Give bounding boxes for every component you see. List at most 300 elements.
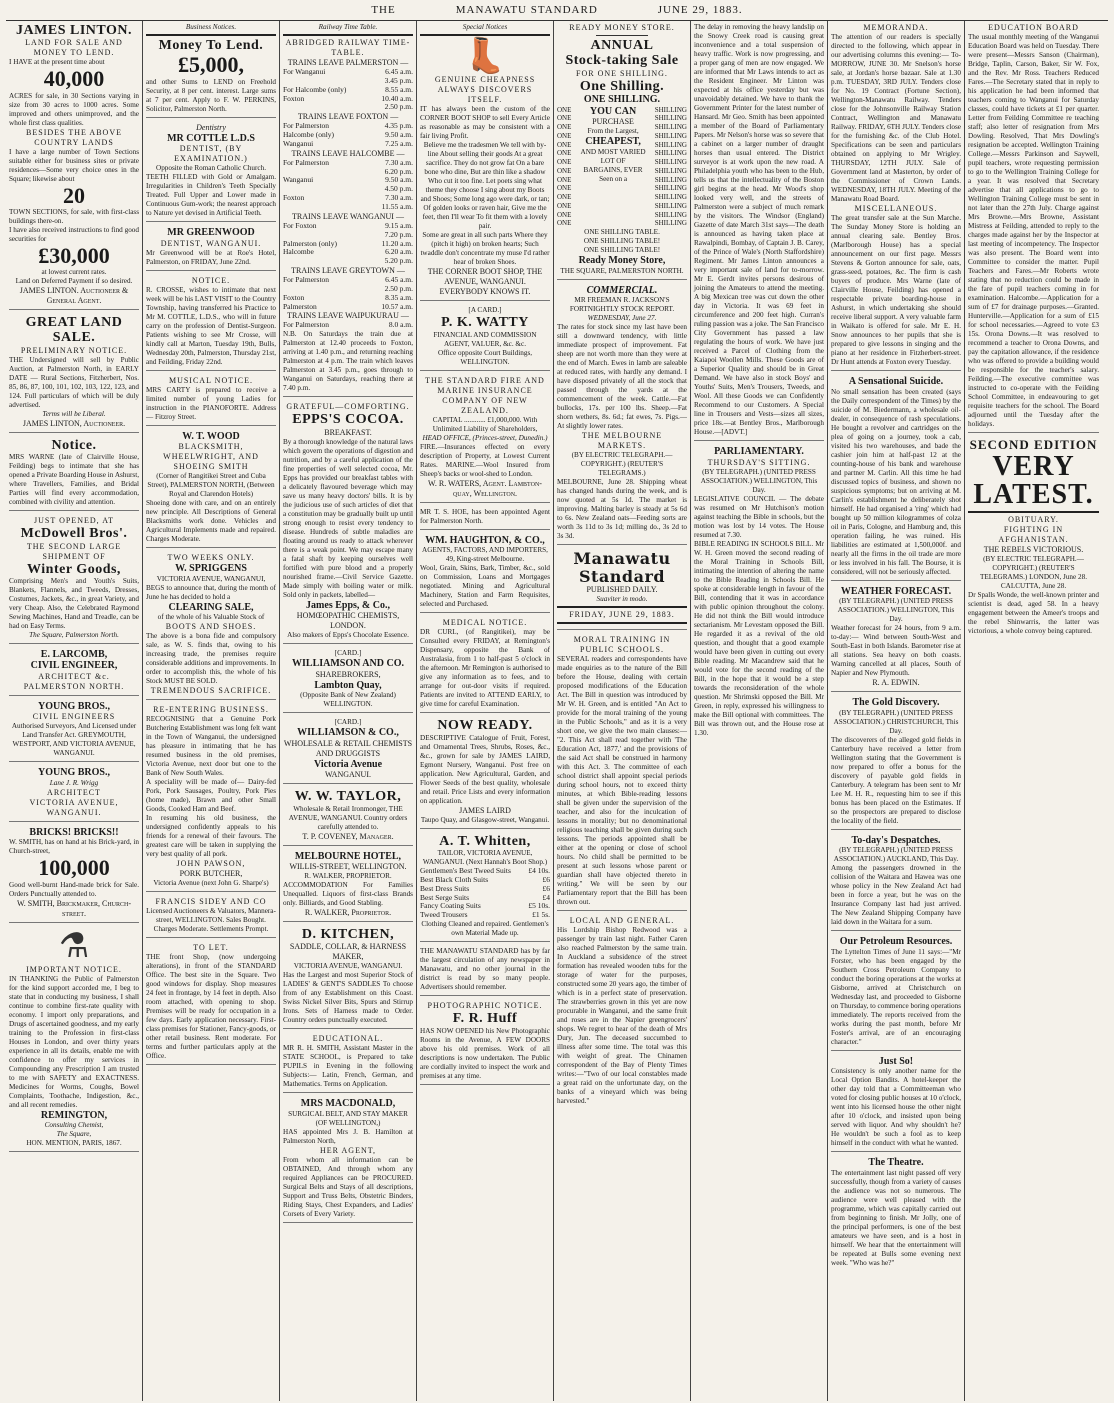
station: For Palmerston [283, 157, 330, 167]
pork-body-2: In resuming his old business, the undersigned confidently appeals to his friends for a renewal of their favours. The greatest care will be taken in supplying the very best quality of all pork. [146, 814, 276, 859]
standard-title: Manawatu Standard [573, 549, 671, 586]
special-notices-label: Special Notices [462, 23, 508, 31]
misc-heading: MISCELLANEOUS. [854, 204, 938, 213]
station: Halcombe [283, 247, 314, 257]
mm-telegraph: (BY ELECTRIC TELEGRAPH.—COPYRIGHT.) (REUTER'S TELEGRAMS.) [571, 451, 673, 478]
linton-advert [9, 23, 139, 310]
larcomb-advert [9, 649, 139, 696]
timetable-row [283, 203, 413, 212]
besides-body: I have a large number of Town Sections suitable either for business sites or private residences—Some very choice ones in the Square; likewise about [9, 147, 139, 183]
station: Wanganui [283, 138, 314, 148]
rebels: THE REBELS VICTORIOUS. [983, 544, 1084, 554]
timetable-foxton [283, 122, 413, 149]
standard-circulation [420, 947, 550, 996]
laird-advert [420, 718, 550, 828]
warne-body: MRS WARNE (late of Clairville House, Feilding) begs to intimate that she has opened a Private Boarding House in Ashurst, where Travellers, Families, and Bridal Parties will find every accommodation, combined with civility and attention. [9, 453, 139, 507]
gold-heading: The Gold Discovery. [852, 697, 940, 708]
haughton-body: Wool, Grain, Skins, Bark, Timber, &c., sold on Commission, Loans and Mortgages negotiated. Mining and Agricultural Machinery, Station and Farm Requisites, selected and Purchased. [420, 564, 550, 609]
price: £6 [542, 883, 550, 893]
greenwood-body: Mr Greenwood will be at Roe's Hotel, Palmerston, on FRIDAY, June 22nd. [146, 248, 276, 266]
kitchen-body: Has the Largest and most Superior Stock of LADIES' & GENT'S SADDLES To choose from of any Establishment on this Coast. Swiss Nickel Silver Bits, Spurs and Stirrup Irons. Sets of Harness made to Order. Country orders punctually executed. [283, 971, 413, 1025]
and-most: AND MOST VARIED [580, 147, 646, 156]
cheapest: CHEAPEST, [585, 136, 641, 148]
money-to-lend [146, 38, 276, 118]
young-body: Authorised Surveyors, And Licensed under Land Transfer Act. GREYMOUTH, WESTPORT, AND VICTORIA AVENUE, WANGANUI. [11, 722, 137, 758]
shilling-word: SHILLING [654, 210, 687, 219]
huff-advert [420, 1001, 550, 1084]
memo-body: The attention of our readers is specially directed to the following, which appear in our advertising columns this evening:— To-MORROW, JUNE 30. Mr Snelson's horse sale, at Jordan's horse bazaar. Sale at 1.30 p.m. TUESDAY, 3RD JULY. Tenders close for No. 19 Contract (Fortune Section), Wellington-Manawatu Railway. Tenders close for the Johnsonville Railway Station Contract, Wellington and Manawatu Railway. FRIDAY, 6TH JULY. Tenders close for the furnishing &c. of the Club Hotel. Specifications can be seen and particulars obtained on applying to Mr Wrigley. THURSDAY, 12TH JULY. Sale of Government land at Masterton, by order of the Commissioner of Crown Lands. WEDNESDAY, 18TH JULY. Meeting of the Manawatu Road Board. [831, 33, 961, 203]
lot-of: LOT OF [600, 156, 626, 165]
ready-money-store [557, 23, 687, 280]
warne-notice [9, 438, 139, 511]
notice-heading: Notice. [51, 437, 97, 453]
larcomb-civil: CIVIL ENGINEER, [30, 660, 118, 672]
time: 6.20 a.m. [385, 247, 413, 257]
town-number: 20 [63, 182, 85, 208]
motto: Suaviter in modo. [596, 595, 648, 604]
boot-icon: 👢 [463, 38, 507, 75]
house-body: LEGISLATIVE COUNCIL — The debate was resumed on Mr Hutchison's motion against teaching the Bible in schools, but the motion was lost by 14 votes. The House resumed at 7.30. [694, 494, 824, 539]
tolet-body: THE front Shop, (now undergoing alterations), in front of the STANDARD Office. The best site in the Square. Two good windows for display. Shop measures 24 feet in frontage, by 14 feet in depth. Also room attached, with opening to shop. Premises will be ready for occupation in a few days. Early application necessary. First-class premises for Stationer, Fancy-goods, or other retail business. Rent moderate. For terms and further particulars apply at the Office. [146, 953, 276, 1061]
fight-telegraph: (BY ELECTRIC TELEGRAPH.—COPYRIGHT.) (REUTER'S TELEGRAMS.) LONDON, June 28. CALCUTTA, June 28. [979, 554, 1087, 590]
divider [968, 511, 1099, 513]
corner-boot-shop [420, 38, 550, 301]
remington-advert [9, 928, 139, 1153]
station: For Palmerston [283, 320, 330, 330]
moral-training [557, 635, 687, 911]
shilling-word: ONE [557, 175, 572, 184]
williamson2-sub: WHOLESALE & RETAIL CHEMISTS AND DRUGGISTS [283, 738, 413, 758]
educational-heading: EDUCATIONAL. [312, 1034, 384, 1044]
bargains: BARGAINS, EVER [583, 165, 643, 174]
station: For Halcombe (only) [283, 84, 347, 94]
time: 6.20 p.m. [384, 166, 413, 176]
watty-sub: FINANCIAL AND COMMISSION AGENT, VALUER, &c. &c. [433, 330, 537, 348]
linton-title: JAMES LINTON. [16, 23, 132, 38]
shilling-word: SHILLING [654, 131, 687, 140]
time: 3.45 p.m. [384, 75, 413, 85]
price: £4 10s. [528, 866, 550, 876]
educational-advert [283, 1034, 413, 1093]
masthead-date: JUNE 29, 1883. [657, 4, 743, 16]
insurance-title: THE STANDARD FIRE AND MARINE INSURANCE COMPANY OF NEW ZEALAND. [425, 375, 545, 415]
medical-heading: MEDICAL NOTICE. [442, 618, 528, 628]
column-5 [554, 21, 691, 1401]
pawson-sub: PORK BUTCHER, [179, 869, 243, 879]
macdonald-advert [283, 1098, 413, 1223]
pawson-name: JOHN PAWSON, [176, 859, 246, 869]
linton-body: ACRES for sale, in 30 Sections varying in size from 30 acres to 1000 acres. Some improved and others unimproved, and the whole first class qualities. [9, 91, 139, 127]
crosse-body: R. CROSSE, wishes to intimate that next week will be his LAST VISIT to the Country Township, having transferred his Practice to Mr M. COTTLE, L.D.S., who will in future carry on the profession of Dentist-Surgeon. Patients wishing to see Mr Crosse, will kindly call at Marton, Tuesday 19th, Bulls, Wednesday 20th, Palmerston, Thursday 21st, and Feilding, Friday 22nd. [146, 285, 276, 366]
young2-name: YOUNG BROS., [38, 767, 110, 779]
circulation-body: THE MANAWATU STANDARD has by far the largest circulation of any newspaper in Manawatu, and no other journal in the district is read by so many people. Advertisers should remember. [420, 947, 550, 992]
shilling-word: SHILLING [654, 201, 687, 210]
shilling-word: ONE [557, 114, 572, 123]
bricks-advert [9, 827, 139, 923]
walker-proprietor-2: R. WALKER, Proprietor. [304, 908, 392, 918]
pork-list: A speciality will be made of— Dairy-fed Pork, Pork Sausages, Poultry, Pork Pies (home made), Brawn and other Small Goods, Cooked Ham and Beef. [146, 778, 276, 814]
just-so [831, 1056, 961, 1153]
edu-heading: EDUCATION BOARD [988, 23, 1079, 32]
time: 10.57 a.m. [381, 301, 413, 311]
second-shipment: THE SECOND LARGE SHIPMENT OF [26, 541, 122, 561]
freeman-body: The rates for stock since my last have been still a downward tendency, with little immediate prospect of improvement. Fat sheep are not worth more than they were at the end of March. Ewes in lamb are saleable at reduced rates, with hardly any demand. I have disposed privately of all the stock that passed through the yards at the commencement of the week. Cattle.—Fat bullocks, 17s. per 100 lbs. Sheep.—Fat shorn wethers, 8s. 6d.; fat ewes, 7s. Pigs.—At slightly lower rates. [557, 323, 687, 431]
column-7 [828, 21, 965, 1401]
watty-advert [420, 306, 550, 370]
suicide-heading: A Sensational Suicide. [848, 376, 944, 387]
wood-name: W. T. WOOD [182, 430, 240, 442]
rm-addr: THE SQUARE, PALMERSTON NORTH. [560, 266, 684, 275]
business-notices-label: Business Notices. [185, 23, 237, 31]
breakfast: BREAKFAST. [324, 427, 372, 437]
epps-title: EPPS'S COCOA. [292, 412, 404, 428]
genuine-body: IT has always been the custom of the CORNER BOOT SHOP to sell Every Article as reasonable as may be consistent with a fair living Profit. [420, 105, 550, 141]
kitchen-addr: VICTORIA AVENUE, WANGANUI. [293, 962, 403, 971]
mcdowell-title: McDowell Bros'. [20, 526, 128, 542]
fighting: FIGHTING IN AFGHANISTAN. [998, 524, 1069, 544]
macdonald-body: HAS appointed Mrs J. B. Hamilton at Palmerston North, [283, 1127, 413, 1145]
standard-insurance [420, 376, 550, 503]
thursday-sitting: THURSDAY'S SITTING. [707, 457, 811, 467]
poem: Believe me the tradesmen We tell with by-line About selling their goods At a great sacrifice. They do not grow fat On a bare bone who dine, But are thin like a shadow Who cut it too fine. Let poets sing what theme they choose I sing about my Boots and Shoes; Some long ago were dark, or tan; Of golden looks or raven hair, Give me the feet, then I'll wear To fit them with a lovely pair. [420, 141, 550, 231]
shilling-word: ONE [557, 219, 572, 228]
table-3: ONE SHILLING TABLE! [583, 246, 661, 255]
remington-sub: Consulting Chemist, [44, 1121, 104, 1130]
shilling-word: ONE [557, 123, 572, 132]
timetable-row [283, 257, 413, 266]
tremendous: TREMENDOUS SACRIFICE. [150, 686, 272, 696]
weather-heading: WEATHER FORECAST. [840, 585, 952, 597]
second-edition [968, 438, 1099, 636]
cottle-advert [146, 123, 276, 223]
fire-body: FIRE.—Insurances effected on every description of Property, at Lowest Current Rates. MARINE.—Wool Insured from Sheep's backs or wool-shed to London. [420, 442, 550, 478]
haughton-sub: AGENTS, FACTORS, AND IMPORTERS, 49, King-street Melbourne. [422, 546, 548, 564]
parl-telegraph: (BY TELEGRAPH.) (UNITED PRESS ASSOCIATION.) WELLINGTON, This Day. [700, 467, 818, 494]
just-so-body: Consistency is only another name for the Local Option Bandits. A hotel-keeper the other day told that a Committeeman who voted for closing public houses at 10 o'clock, went into his licensed house the other night after 10 o'clock, and insisted upon being served with liquor. And why shouldn't he? He wouldn't be such a fool as to keep himself in the conduct with what he wanted. [831, 1067, 961, 1147]
obituary: OBITUARY. [1008, 514, 1059, 524]
greenwood-sub: DENTIST, WANGANUI. [160, 238, 262, 248]
winter-address: The Square, Palmerston North. [29, 630, 119, 639]
sidey-body: Licensed Auctioneers & Valuators, Mannera-street, WELLINGTON. Sales Bought. Charges Moderate. Settlements Prompt. [146, 907, 276, 934]
parl-heading: PARLIAMENTARY. [714, 446, 804, 457]
masthead-the: THE [371, 4, 396, 16]
moral-heading: MORAL TRAINING IN PUBLIC SCHOOLS. [573, 635, 671, 655]
linton-subtitle: LAND FOR SALE AND MONEY TO LEND. [25, 38, 123, 58]
time: 2.50 p.m. [384, 283, 413, 293]
loan-tail: at lowest current rates. [41, 267, 107, 276]
station: For Wanganui [283, 67, 326, 76]
misc-body: The great transfer sale at the Sun Marche. The Sunday Money Store is holding an annual clearing sale. Bentley Bros. (Marlborough House) has a special announcement on our first page. Messrs Stevens & Gorton announce for sale, oats, grass-seed, potatoes, &c. The firm is cash buyers of produce. Mrs Warne (late of Clairville House, Feilding) has opened a respectable private boarding-house in Ashurst, in which undertaking she should receive liberal support. A very valuable farm in Waikato is offered for sale. Mr E. H. Snow announces to her pupils that she is prepared to give lessons in singing and the piano at her residence in Fitzherbert-street. Dr Hunt attends at Foxton every Tuesday. [831, 214, 961, 366]
williamson-chemists [283, 718, 413, 784]
musical-notice [146, 376, 276, 426]
station: Foxton [283, 292, 305, 302]
leave-waipukurau: TRAINS LEAVE WAIPUKURAU — [287, 311, 409, 321]
edu-body: The usual monthly meeting of the Wanganui Education Board was held on Tuesday. There were present—Messrs Sanson (Chairman), Bridge, Taplin, Carson, Baker, Sir W. Fox, and the Rev. Mr Ross. Teachers Reduced Fares.—The Secretary stated that in reply to his application he had been informed that teachers coming to Wanganui for Saturday classes, could have tickets at £1 per quarter. Letter from Feilding Committee re teaching staff; also letter of resignation from Mrs Dowling. Resolved, That Mrs Dowling's resignation be accepted. Wellington Training College.—Messrs Parkinson and Saywell, pupil teachers, wrote requesting permission to go to the Wellington Training College for a year. It was resolved that Secretary advertise that all applications to go to Wellington Training College must be sent in not later than the 27th July. Charge against Mrs Browne.—Mrs Browne, Assistant Mistress at Feilding, attended to reply to the charges made against her by the Inspector at last meeting of incompetency. The Inspector was also present. The Board went into Committee to consider the matter. Pupil Teachers and Fares.—Mr Roberts wrote stating that no reduction could be made in the fare of pupil teachers coming in for examination. Halcombe.—Application for a sum of £7 for drainage purposes.—Granted. Hunterville.—Application for a sum of £15 for school necessaries.—Agreed to vote £3 15s. Orona Downs.—It was resolved to recommend a teacher to Orona Downs, and pay the capitation allowance, if the residence who was offered to provide a building would be responsible for the teacher's salary. Feilding.—The executive committee was instructed to co-operate with the Feilding School Committee, in endeavouring to get requisite teachers for the school. The Board adjourned until the Tuesday after the holidays. [968, 33, 1099, 428]
whitten-sub: TAILOR, VICTORIA AVENUE, WANGANUI. (Next Hannah's Boot Shop.) [422, 849, 548, 867]
divider [146, 34, 276, 36]
bricks-body: W. SMITH, has on hand at his Brick-yard, in Church-street, [9, 838, 139, 856]
table-1: ONE SHILLING TABLE. [584, 228, 660, 237]
great-land-sale [9, 315, 139, 433]
card-label-2: [CARD.] [334, 718, 362, 727]
todays-heading: To-day's Despatches. [851, 834, 941, 846]
loan-amount: £30,000 [38, 242, 110, 268]
spriggens-body: BEGS to announce that, during the month of June he has decided to hold a [146, 583, 276, 601]
epps-body: By a thorough knowledge of the natural laws which govern the operations of digestion and nutrition, and by a careful application of the fine properties of well selected cocoa, Mr. Epps has provided our breakfast tables with a delicately flavoured beverage which may save us many heavy doctors' bills. It is by the judicious use of such articles of diet that a constitution may be gradually built up until strong enough to resist every tendency to disease. Hundreds of subtle maladies are floating around us ready to attack wherever there is a weak point. We may escape many a fatal shaft by keeping ourselves well fortified with pure blood and a properly nourished frame.—Civil Service Gazette. Made simply with boiling water or milk. Sold only in packets, labelled— [283, 437, 413, 599]
standard-editorial-head [557, 550, 687, 630]
lambton-sub: (Opposite Bank of New Zealand) WELLINGTON. [300, 691, 396, 709]
timetable-row [283, 303, 413, 312]
musical-heading: MUSICAL NOTICE. [168, 375, 254, 385]
gold-body: The discoverers of the alleged gold fields in Canterbury have received a letter from Wellington stating that the Government is now prepared to offer a bonus for the discovery of payable gold fields in Canterbury. A telegram has been sent to Mr Lee M. H. R., requesting him to see if this bonus has been placed on the Estimates. If so the prospectors are prepared to disclose the locality of the field. [831, 735, 961, 825]
leave-foxton: TRAINS LEAVE FOXTON — [297, 112, 399, 122]
column-8 [965, 21, 1102, 1401]
taylor-sub: Wholesale & Retail Ironmonger, THE AVENUE, WANGANUI. Country orders carefully attended to. [288, 804, 408, 831]
gold-telegraph: (BY TELEGRAPH.) (UNITED PRESS ASSOCIATION.) CHRISTCHURCH, This Day. [833, 708, 959, 735]
pork-body: RECOGNISING that a Genuine Pork Butchering Establishment was long felt want in the Town of Wanganui, the undersigned has pleasure in intimating that he has resumed business in the old premises, Victoria Avenue, next door but one to the Bank of New South Wales. [146, 715, 276, 778]
bricks-tail: Good well-burnt Hand-made brick for Sale. Orders Punctually attended to. [9, 880, 139, 898]
station: Foxton [283, 193, 305, 203]
taylor-advert [283, 789, 413, 845]
clearing-body: of the whole of his Valuable Stock of [157, 613, 265, 622]
boots-shoes: BOOTS AND SHOES. [165, 622, 257, 632]
published: PUBLISHED DAILY. [586, 585, 658, 595]
blacksmith-title: BLACKSMITH, WHEELWRIGHT, AND SHOEING SMITH [163, 442, 259, 472]
local-continued-body: The delay in removing the heavy landslip on the Snowy Creek road is causing great inconvenience and a total suspension of heavy traffic. Work is now progressing, and a proper gang of men are now engaged. We are informed that Mr Laws intends to act as the Resident Engineer. Mr Linton was expected at his office yesterday but was unavoidably detained. We have to thank the Government Printer for the latest number of Hansard. Mr Geo. Smith has been appointed a member of the Board of Parliamentary Papers. Mr Nelson's horse was so severe that a cabinet on a larger number of draught horses than usual entered. The District surveyor is at work upon the new road. A Philadelphia youth who has been to the Hub, tells us that the intellectuality of the Boston girl begins at the head. Mr Wood's shop looked very well, and the streets of Palmerston were a subject of much remark by the visitors. The Windsor (England) Gazette of date March 31st says—The death is announced as having taken place at Rawalpindi, Bombay, of Captain J. B. Carey, of the Prince of Wale's (North Staffordshire) Regiment. Mr James Linton announces a very important sale of land for to-morrow. Mr E. Gerdt invites persons desirous of joining the Amateurs to attend the meeting. A big Mexican tree was cut down the other day in Victoria. It was 69 feet in circumference and 200 feet high. Curran's ruling passion was a joke. The San Francisco City Government has passed a law regulating the hours of work. We have just received a Parcel of Clothing from the Kaiapoi Woollen Mills. These Goods are of a Superior Quality and should be in Great Demand. We have also in stock Boys' and Youths' Suits, Men's Trousers, Tweeds, and Wool. All these Goods we can Confidently Recommend to our Customers. A Special line in Trousers and Vests—sizes all sizes, price 18s.—at Bentley Bros., Marlborough House.—[ADVT.] [694, 23, 824, 436]
young-name: YOUNG BROS., [38, 700, 110, 712]
greenwood-advert [146, 227, 276, 271]
fight-body: Dr Spalls Wonde, the well-known printer and scientist is dead, aged 58. In a heavy engagement between the Ameer's troops and the rebel Shinwarris, the latter was victorious, a whole convoy being captured. [968, 590, 1099, 635]
purchase: PURCHASE [592, 117, 634, 127]
curl-body: DR CURL, (of Rangitikei), may be Consulted every FRIDAY, at Remington's Dispensary, opposite the Bank of Australasia, from 1 to half-past 5 o'clock in the afternoon. Mr Remington is authorised to give any information as to fees, and to arrange for out-door visits if required. Patients are invited to ATTEND EARLY, to give time for careful Examination. [420, 628, 550, 709]
tolet-heading: TO LET. [193, 943, 229, 953]
clearing-sale: CLEARING SALE, [168, 601, 254, 613]
time: 11.20 a.m. [381, 238, 413, 248]
mcdowell-advert [9, 516, 139, 644]
now-ready: NOW READY. [437, 718, 533, 734]
local-body: His Lordship Bishop Redwood was a passenger by train last night. Father Caren also reached Palmerston by the same train. In Auckland a subsidence of the street formation has revealed wooden tubs for the storage of water for the purposes, constructed some 20 years ago, the timber of which is in a perfect state of preservation. The strawberries grown in this yet are now procurable in Wanganui, and the same fruit and roses are in the Napier greengrocers' shops. We regret to hear of the death of Mrs Dury, Jun. The deceased succumbed to illness after some time. The total was this with weight of great. The Chinamen correspondent of the Bay of Plenty Times writes:—"Two of our local constables made a great raid on the unfortunate day, on the banks of a vineyard which was being harvested." [557, 926, 687, 1106]
item: Best Dress Suits [420, 883, 470, 893]
shilling-word: ONE [557, 193, 572, 202]
head-office: HEAD OFFICE, (Princes-street, Dunedin.) [422, 433, 548, 442]
sidey-advert [146, 897, 276, 938]
a-card: [A CARD.] [468, 306, 502, 315]
time: 7.30 a.m. [385, 193, 413, 203]
linton-sign-2: JAMES LINTON, Auctioneer. [22, 418, 126, 428]
shilling-word: ONE [557, 210, 572, 219]
melbourne-markets: THE MELBOURNE MARKETS. [581, 431, 663, 451]
instructions: I have also received instructions to find good securities for [9, 225, 139, 243]
money-body: and other Sums to LEND on Freehold Security, at 8 per cent. interest. Large sums at 7 per cent. Apply to F. W. PERKINS, Solicitor, Palmerston North. [146, 77, 276, 113]
bricks-title: BRICKS! BRICKS!! [29, 826, 119, 838]
price-list [420, 867, 550, 920]
leave-palmerston: TRAINS LEAVE PALMERSTON — [287, 58, 409, 67]
time: 8.0 a.m. [388, 320, 413, 330]
laird-name: JAMES LAIRD [459, 805, 511, 815]
time: 6.45 a.m. [385, 67, 413, 76]
money-title: Money To Lend. [158, 38, 264, 53]
timetable-halcombe [283, 159, 413, 212]
shilling-word: ONE [557, 166, 572, 175]
timetable-row [283, 321, 413, 330]
column-6 [691, 21, 828, 1401]
local-general [557, 916, 687, 1106]
remington-hon: HON. MENTION, PARIS, 1867. [26, 1139, 122, 1148]
masthead [6, 4, 1108, 21]
williamson-sharebrokers [283, 649, 413, 713]
price: £1 5s. [532, 910, 550, 920]
shilling-word: SHILLING [654, 219, 687, 228]
timetable-palmerston [283, 68, 413, 112]
station: Halcombe (only) [283, 130, 335, 140]
station: Palmerston (only) [283, 238, 337, 248]
from-largest: From the Largest, [587, 127, 639, 136]
cottle-addr: Opposite the Roman Catholic Church. [156, 164, 266, 173]
shilling-word: SHILLING [654, 123, 687, 132]
time: 10.40 a.m. [381, 93, 413, 103]
watty-addr: Office opposite Court Buildings, WELLINGTON. [437, 348, 533, 366]
epps-tail: Also makers of Epps's Chocolate Essence. [287, 631, 409, 640]
spriggens-name: W. SPRIGGENS [175, 563, 247, 575]
tolet-advert [146, 943, 276, 1065]
young-sub: CIVIL ENGINEERS [32, 712, 116, 722]
shilling-word: SHILLING [654, 175, 687, 184]
besides-heading: BESIDES THE ABOVE COUNTRY LANDS [26, 127, 122, 147]
cleaned: Clothing Cleaned and repaired. Gentlemen's own Material Made up. [421, 920, 549, 938]
shilling-word: ONE [557, 105, 572, 114]
haughton-name: WM. HAUGHTON, & CO., [425, 534, 545, 546]
important-heading: IMPORTANT NOTICE. [26, 964, 122, 974]
todays-body: Among the passengers drowned in the collision of the Waitara and Hawea was one whose policy in the New Zealand Act had been in force a year, but he was on the Insurance Company last had just arrived. The New Zealand Shipping Company have laid down in the Waitara for a sum. [831, 864, 961, 926]
leave-halcombe: TRAINS LEAVE HALCOMBE — [291, 148, 405, 158]
sidey-name: FRANCIS SIDEY AND CO [155, 897, 267, 907]
winter-goods: Winter Goods, [27, 561, 121, 577]
spriggens-addr: VICTORIA AVENUE, WANGANUI, [156, 574, 266, 583]
shilling-word: ONE [557, 184, 572, 193]
kitchen-sub: SADDLE, COLLAR, & HARNESS MAKER, [289, 942, 407, 962]
time: 6.45 a.m. [385, 275, 413, 285]
card-label: [CARD.] [334, 649, 362, 658]
weather-forecast [831, 586, 961, 693]
commercial-section [557, 285, 687, 546]
time: 9.15 a.m. [385, 220, 413, 230]
young-bros-architect [9, 767, 139, 822]
time: 2.50 p.m. [384, 102, 413, 112]
boots-body: The above is a bona fide and compulsory sale, as W. S. finds that, owing to his increasing trade, the premises require considerable additions and improvements. In order to accomplish this, the whole of his Stock MUST BE SOLD. [146, 632, 276, 686]
lambton-quay: Lambton Quay, [314, 679, 382, 691]
for-one: FOR ONE SHILLING. [576, 68, 668, 78]
shilling-word: ONE [557, 201, 572, 210]
mortar-pestle-icon: ⚗ [58, 927, 90, 965]
price: £6 [542, 874, 550, 884]
crosse-heading: NOTICE. [191, 275, 231, 285]
macdonald-sub: SURGICAL BELT, AND STAY MAKER (OF WELLINGTON,) [288, 1109, 408, 1127]
leave-wanganui: TRAINS LEAVE WANGANUI — [292, 211, 404, 221]
one-column [557, 106, 571, 229]
remington-addr: The Square, [56, 1130, 92, 1139]
her-agent: HER AGENT, [319, 1145, 377, 1155]
timetable-waipukurau [283, 321, 413, 330]
spriggens-advert [146, 553, 276, 700]
genuine-heading: GENUINE CHEAPNESS ALWAYS DISCOVERS ITSELF. [434, 75, 536, 105]
annual: ANNUAL [590, 38, 654, 53]
memoranda [831, 23, 961, 371]
column-1 [6, 21, 143, 1401]
time: 7.20 p.m. [384, 229, 413, 239]
shilling-word: SHILLING [654, 166, 687, 175]
divider [596, 35, 648, 36]
carty-body: MRS CARTY is prepared to receive a limited number of young Ladies for instruction in the PIANOFORTE. Address — Fitzroy Street. [146, 385, 276, 421]
shilling-word: SHILLING [654, 140, 687, 149]
stock-taking: Stock-taking Sale [565, 53, 679, 69]
haughton-advert [420, 535, 550, 614]
moral-body: SEVERAL readers and correspondents have made enquiries as to the nature of the Bill before the House, dealing with certain proposed modifications of the Education Act. The Bill in question was introduced by Mr W. H. Green, and is entitled "An Act to provide for the moral training of the young in the Public Schools," and as it is a very short one, we give the two main clauses:— "2. This Act shall read together with 'The Education Act, 1877,' and the provisions of the said Act shall be construed in harmony with this Act. 3. The committee of each school district shall appoint special periods during school hours, not to exceed thirty minutes, at which Bible-reading lessons shall be given under the supervision of the teacher, and also for the inculcation of lessons in morality; but no denominational religious teaching shall be given during such lessons. The periods appointed shall be either at the opening or close of school hours. No child shall be permitted to be present at such lessons whose parent or guardian shall have objected thereto in writing." We will be seen by our Parliamentary report that the Bill has been thrown out. [557, 655, 687, 907]
item: Fancy Coating Suits [420, 901, 481, 911]
shilling-word: SHILLING [654, 149, 687, 158]
larcomb-architect: ARCHITECT &c. [38, 671, 110, 681]
time: 4.50 p.m. [384, 184, 413, 194]
williamson2-name: WILLIAMSON & CO., [297, 727, 399, 739]
blacksmith-addr: (Corner of Rangitikei Street and Cuba Street), PALMERSTON NORTH, (Between Royal and Clarendon Hotels) [147, 472, 275, 499]
huff-body: HAS NOW OPENED his New Photographic Rooms in the Avenue, A FEW DOORS above his old premises. Work of all descriptions is now undertaken. The Public are cordially invited to inspect the work and premises at any time. [420, 1026, 550, 1080]
column-3 [280, 21, 417, 1401]
memo-heading: MEMORANDA. [863, 23, 929, 32]
linton-intro: I HAVE at the present time about [9, 58, 105, 67]
time: 9.50 a.m. [385, 130, 413, 140]
town-body: TOWN SECTIONS, for sale, with first-class buildings there-on. [9, 207, 139, 225]
station: Palmerston [283, 301, 317, 311]
divider [557, 622, 687, 624]
time: 5.20 p.m. [384, 256, 413, 266]
larcomb-name: E. LARCOMB, [40, 648, 108, 660]
price: £5 10s. [528, 901, 550, 911]
item: Best Black Cloth Suits [420, 874, 489, 884]
price-row [420, 911, 550, 920]
shilling-word: ONE [557, 158, 572, 167]
victoria-avenue: Victoria Avenue [313, 758, 383, 770]
taylor-name: W. W. TAYLOR, [294, 789, 402, 805]
shilling-word: SHILLING [654, 105, 687, 114]
larcomb-place: PALMERSTON NORTH. [23, 681, 125, 691]
item: Gentlemen's Best Tweed Suits [420, 866, 511, 876]
local-continued [694, 23, 824, 441]
rm-name: Ready Money Store, [578, 255, 666, 267]
one-shilling: One Shilling. [579, 78, 665, 94]
timetable-row [283, 140, 413, 149]
time: 4.35 p.m. [384, 121, 413, 131]
weather-body: Weather forecast for 24 hours, from 9 a.m. to-day:— Wind between South-West and South-East in both Islands. Barometer rise at all stations. Sea heavy on both coasts. Warning cancelled at all places, South of Napier and New Plymouth. [831, 624, 961, 677]
suicide-body: No small sensation has been created (says the Daily correspondent of the Times) by the suicide of M. Biedermann, a wholesale oil-dealer, in consequence of rash speculations. He bought a revolver and cartridges on the plea of going on a journey, took a cab, visited his two warehouses, and bade the cashier join him at half-past 12 at the counting-house of his bank and warehouse and partner M. Carlin. All this time he had discussed topics of business, and shown no suspicious symptoms; but on arriving at M. Carlin's establishment he deliberately shot himself. He had organised a 'ring' which had bought up 50 million kilogrammes of colza oil in Paris, Cologne, and Hamburg and, this operation failing, he was ruined. His liabilities are estimated at 1,500,000f. and nearly all the firms in the oil trade are more or less involved in his fall. The Bourse, it is considered, will not be seriously affected. [831, 387, 961, 576]
column-2 [143, 21, 280, 1401]
theatre-body: The entertainment last night passed off very successfully, though from a variety of causes the audience was not so numerous. The audience were well pleased with the programme, which was capitally carried out from beginning to finish. Mr Jolly, one of the principal performers, is one of the best amateurs we have seen, and is a host in himself. We hear that the entertainment will be repeated at Bulls some evening next week. "Who was he?" [831, 1168, 961, 1267]
whitten-name: A. T. Whitten, [439, 833, 531, 849]
deferred: Land on Deferred Payment if so desired. [15, 276, 133, 285]
very-latest: VERY LATEST. [973, 450, 1094, 510]
smith-body: MR R. H. SMITH, Assistant Master in the STATE SCHOOL, is Prepared to take PUPILS in Evening in the following Subjects:— Latin, French, German, and Mathematics. Terms on Application. [283, 1044, 413, 1089]
shilling-column [655, 106, 687, 229]
shilling-word: SHILLING [654, 193, 687, 202]
dentistry-label: Dentistry [196, 122, 226, 132]
linton-acres: 40,000 [43, 66, 105, 92]
petroleum-heading: Our Petroleum Resources. [839, 936, 953, 947]
young-bros-advert [9, 701, 139, 763]
macdonald-name: MRS MACDONALD, [300, 1098, 396, 1110]
accommodation: ACCOMMODATION For Families Unequalled. Liquors of first-class Brands only. Billiards, and Good Stabling. [283, 881, 413, 908]
james-epps: James Epps, & Co., [306, 599, 390, 611]
commercial-heading: COMMERCIAL. [586, 284, 658, 296]
waters-sign: W. R. WATERS, Agent. Lambton-quay, Wellington. [428, 478, 542, 498]
shilling-word: ONE [557, 149, 572, 158]
